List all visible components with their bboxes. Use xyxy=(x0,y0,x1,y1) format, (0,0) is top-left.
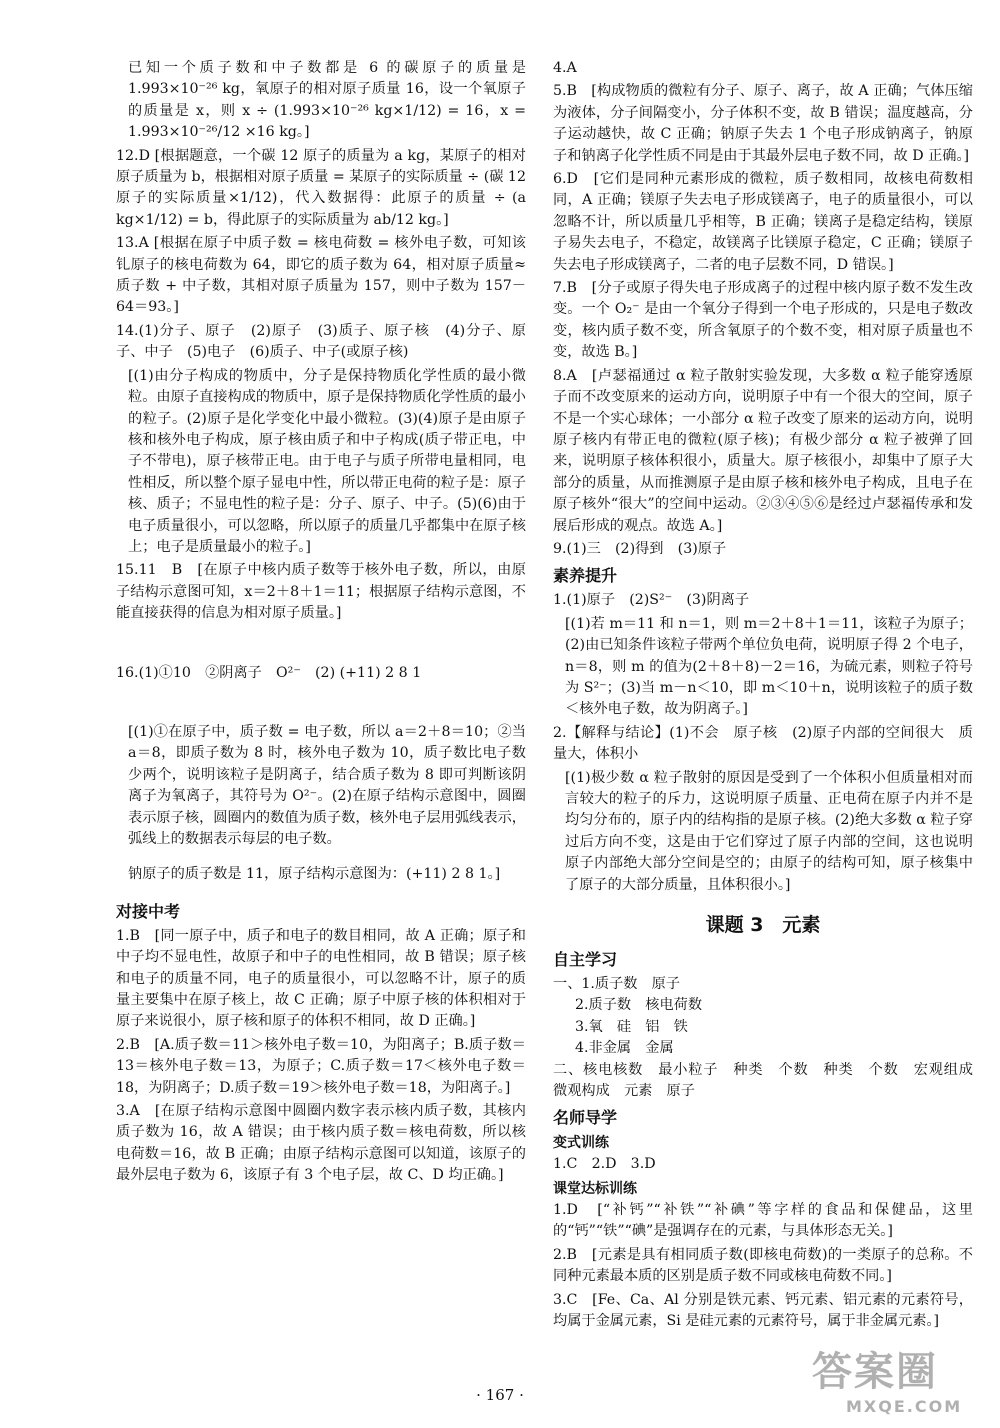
classroom-answer-2: 2.B [元素是具有相同质子数(即核电荷数)的一类原子的总称。不同种元素最本质的区别是质子数不同或核电荷数不同。] xyxy=(553,1246,973,1285)
subheading-variant-training: 变式训练 xyxy=(553,1135,609,1152)
answer-16-diagram-line: 钠原子的质子数是 11，原子结构示意图为：(+11) 2 8 1。] xyxy=(128,866,501,883)
exam-answer-2: 2.B [A.质子数＝11＞核外电子数＝10，为阳离子；B.质子数＝13＝核外电子数＝13，为原子；C.质子数＝17＜核外电子数＝18，为阴离子；D.质子数＝19＞核外电子数＝18，为阳离子。] xyxy=(116,1036,526,1096)
section-heading-teacher-guide: 名师导学 xyxy=(553,1108,618,1128)
self-study-line-5: 二、核电核数 最小粒子 种类 个数 种类 个数 宏观组成 微观构成 元素 原子 xyxy=(553,1061,988,1100)
answer-11-cont: 已知一个质子数和中子数都是 6 的碳原子的质量是 1.993×10⁻²⁶ kg，氧原子的相对原子质量 16，设一个氧原子的质量是 x，则 x ÷ (1.993×10⁻²⁶ kg×1/12) = 16，x = 1.993×10⁻²⁶/12 ×16 kg。] xyxy=(128,60,526,141)
literacy-answer-1: 1.(1)原子 (2)S²⁻ (3)阴离子 xyxy=(553,592,750,609)
answer-12: 12.D [根据题意，一个碳 12 原子的质量为 a kg，某原子的相对原子质量为 b，根据相对原子质量 = 某原子的实际质量 ÷ (碳 12 原子的实际质量×1/12)，代入数据得：此原子的质量 ÷ (a kg×1/12) = b，得此原子的实际质量为 ab/12 kg。] xyxy=(116,147,526,228)
exam-answer-3: 3.A [在原子结构示意图中圆圈内数字表示核内质子数，其核内质子数为 16，故 A 错误；由于核内质子数＝核电荷数，所以核电荷数＝16，故 B 正确；由原子结构示意图可以知道，该原子的最外层电子数为 6，该原子有 3 个电子层，故 C、D 均正确。] xyxy=(116,1103,526,1184)
self-study-line-3: 3.氧 硅 铝 铁 xyxy=(575,1018,688,1035)
watermark-logo xyxy=(812,1340,980,1420)
literacy-answer-2: 2.【解释与结论】(1)不会 原子核 (2)原子内部的空间很大 质量大，体积小 xyxy=(553,724,973,763)
subheading-classroom-training: 课堂达标训练 xyxy=(553,1180,637,1197)
answer-7: 7.B [分子或原子得失电子形成离子的过程中核内原子数不发生改变。一个 O₂⁻ 是由一个氧分子得到一个电子形成的，只是电子数改变，核内质子数不变，所含氧原子的个数不变，相对原子质量也不变，故选 B。] xyxy=(553,280,973,361)
variant-answers: 1.C 2.D 3.D xyxy=(553,1156,656,1173)
answer-8: 8.A [卢瑟福通过 α 粒子散射实验发现，大多数 α 粒子能穿透原子而不改变原来的运动方向，说明原子中有一个很大的空间，原子不是一个实心球体；一小部分 α 粒子改变了原来的运动方向，说明原子核内有带正电的微粒(原子核)；有极少部分 α 粒子被弹了回来，说明原子核体积很小，质量大。原子核很小，却集中了原子大部分的质量，从而推测原子是由原子核和核外电子构成，且电子在原子核外“很大”的空间中运动。②③④⑤⑥是经过卢瑟福传承和发展后形成的观点。故选 A。] xyxy=(553,367,973,534)
answer-14: 14.(1)分子、原子 (2)原子 (3)质子、原子核 (4)分子、原子、中子 (5)电子 (6)质子、中子(或原子核) xyxy=(116,322,526,361)
self-study-line-4: 4.非金属 金属 xyxy=(575,1040,674,1057)
answer-13: 13.A [根据在原子中质子数 = 核电荷数 = 核外电子数，可知该钆原子的核电荷数为 64，即它的质子数为 64，相对原子质量≈质子数 + 中子数，其相对原子质量为 157，则中子数为 157－64＝93。] xyxy=(116,235,526,316)
section-heading-self-study: 自主学习 xyxy=(553,950,618,970)
answer-9: 9.(1)三 (2)得到 (3)原子 xyxy=(553,540,727,557)
answer-5: 5.B [构成物质的微粒有分子、原子、离子，故 A 正确；气体压缩为液体，分子间隔变小，分子体积不变，故 B 错误；温度越高，分子运动越快，故 C 正确；钠原子失去 1 个电子形成钠离子，钠原子和钠离子化学性质不同是由于其最外层电子数不同，故 D 正确。] xyxy=(553,83,973,164)
section-heading-exam: 对接中考 xyxy=(116,901,181,921)
right-column xyxy=(553,58,988,1334)
exam-answer-1: 1.B [同一原子中，质子和电子的数目相同，故 A 正确；原子和中子均不显电性，故原子和中子的电性相同，故 B 错误；原子核和电子的质量不同，电子的质量很小，可以忽略不计，原子的质量主要集中在原子核上，故 C 正确；原子中原子核的体积相对于原子来说很小，原子核和原子的体积不相同，故 D 正确。] xyxy=(116,927,526,1030)
watermark-mark: 答案圈 xyxy=(812,1349,938,1395)
answer-6: 6.D [它们是同种元素形成的微粒，质子数相同，故核电荷数相同，A 正确；镁原子失去电子形成镁离子，电子的质量很小，可以忽略不计，所以质量几乎相等，B 正确；镁离子是稳定结构，镁原子易失去电子，不稳定，故镁离子比镁原子稳定，C 正确；镁原子失去电子形成镁离子，二者的电子层数不同，D 错误。] xyxy=(553,171,973,273)
literacy-answer-1-explanation: [(1)若 m＝11 和 n＝1，则 m＝2＋8＋1＝11，该粒子为原子；(2)由已知条件该粒子带两个单位负电荷，说明原子得 2 个电子，n＝8，则 m 的值为(2＋8＋8)－2＝16，为硫元素，则粒子符号为 S²⁻；(3)当 m－n＜10，即 m＜10＋n，说明该粒子的质子数＜核外电子数，故为阴离子。] xyxy=(565,615,973,718)
classroom-answer-1: 1.D [“补钙”“补铁”“补碘”等字样的食品和保健品，这里的“钙”“铁”“碘”是强调存在的元素，与具体形态无关。] xyxy=(553,1201,973,1240)
answer-4: 4.A xyxy=(553,60,577,76)
self-study-line-1: 一、1.质子数 原子 xyxy=(553,976,681,993)
classroom-answer-3: 3.C [Fe、Ca、Al 分别是铁元素、钙元素、铝元素的元素符号，均属于金属元素，Si 是硅元素的元素符号，属于非金属元素。] xyxy=(553,1291,973,1329)
watermark-domain: MXQE.COM xyxy=(846,1397,963,1416)
answer-14-explanation: [(1)由分子构成的物质中，分子是保持物质化学性质的最小微粒。由原子直接构成的物质中，原子是保持物质化学性质的最小的粒子。(2)原子是化学变化中最小微粒。(3)(4)原子是由原子核和核外电子构成，原子核由质子和中子构成(质子带正电，中子不带电)，原子核带正电。由于电子与质子所带电量相同，电性相反，所以整个原子显电中性，所以带正电荷的粒子是：原子核、质子；不显电性的粒子是：分子、原子、中子。(5)(6)由于电子质量很小，可以忽略，所以原子的质量几乎都集中在原子核上；电子是质量最小的粒子。] xyxy=(128,367,526,555)
lesson-title: 课题 3 元素 xyxy=(705,914,821,937)
page-number: · 167 · xyxy=(476,1386,524,1404)
section-heading-literacy: 素养提升 xyxy=(553,566,618,586)
literacy-answer-2-explanation: [(1)极少数 α 粒子散射的原因是受到了一个体积小但质量相对而言较大的粒子的斥力，这说明原子质量、正电荷在原子内并不是均匀分布的，原子内的结构指的是原子核。(2)绝大多数 α 粒子穿过后方向不变，这是由于它们穿过了原子内部的空间，这也说明原子内部绝大部分空间是空的；由原子的结构可知，原子核集中了原子的大部分质量，且体积很小。] xyxy=(565,769,973,893)
answer-16: 16.(1)①10 ②阴离子 O²⁻ (2) (+11) 2 8 1 xyxy=(116,664,422,681)
answer-15: 15.11 B [在原子中核内质子数等于核外电子数，所以，由原子结构示意图可知，x＝2＋8＋1＝11；根据原子结构示意图，不能直接获得的信息为相对原子质量。] xyxy=(116,562,526,622)
answer-16-explanation: [(1)①在原子中，质子数 = 电子数，所以 a＝2＋8＝10；②当 a＝8，即质子数为 8 时，核外电子数为 10，质子数比电子数少两个，说明该粒子是阴离子，结合质子数为 8 即可判断该阴离子为氧离子，其符号为 O²⁻。(2)在原子结构示意图中，圆圈表示原子核，圆圈内的数值为质子数，核外电子层用弧线表示，弧线上的数据表示每层的电子数。 xyxy=(128,723,526,847)
self-study-line-2: 2.质子数 核电荷数 xyxy=(575,997,703,1014)
left-column xyxy=(116,58,526,1189)
